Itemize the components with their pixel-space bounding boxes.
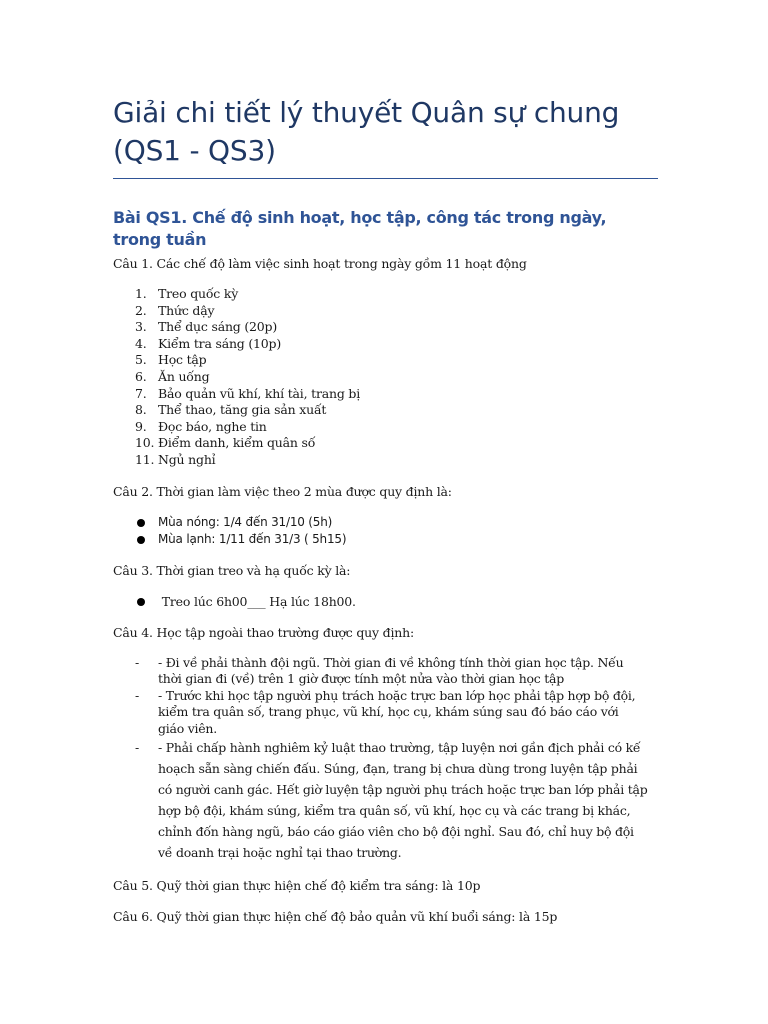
- list-item: Mùa nóng: 1/4 đến 31/10 (5h): [113, 514, 658, 531]
- question-4: Câu 4. Học tập ngoài thao trường được quy định:: [113, 624, 414, 640]
- list-item: 10. Điểm danh, kiểm quân số: [135, 435, 316, 451]
- document-page: [113, 94, 658, 925]
- question-1: Câu 1. Các chế độ làm việc sinh hoạt trong ngày gồm 11 hoạt động: [113, 256, 527, 271]
- question-3: Câu 3. Thời gian treo và hạ quốc kỳ là:: [113, 562, 351, 578]
- bullet-dot-icon: [137, 536, 145, 544]
- section-heading-qs1: Bài QS1. Chế độ sinh hoạt, học tập, công tác trong ngày, trong tuần: [113, 208, 607, 249]
- document-title: [113, 94, 658, 179]
- question-2-list: [113, 514, 658, 548]
- question-2: Câu 2. Thời gian làm việc theo 2 mùa được quy định là:: [113, 483, 452, 499]
- question-4-list: [113, 655, 658, 864]
- list-item: 7. Bảo quản vũ khí, khí tài, trang bị: [135, 385, 361, 401]
- title-line-2: (QS1 - QS3): [113, 134, 276, 167]
- list-item: - - Đi về phải thành đội ngũ. Thời gian đi về không tính thời gian học tập. Nếu thời gian đi (về) trên 1 giờ được tính một nửa vào thời gian học tập: [135, 654, 624, 687]
- list-item: 11. Ngủ nghỉ: [135, 451, 216, 467]
- list-item: Treo lúc 6h00___ Hạ lúc 18h00.: [113, 593, 658, 610]
- title-line-1: Giải chi tiết lý thuyết Quân sự chung: [113, 96, 620, 129]
- question-6: Câu 6. Quỹ thời gian thực hiện chế độ bảo quản vũ khí buổi sáng: là 15p: [113, 909, 558, 925]
- list-item: 4. Kiểm tra sáng (10p): [135, 335, 282, 351]
- list-item: 1. Treo quốc kỳ: [135, 286, 239, 301]
- list-item: - - Phải chấp hành nghiêm kỷ luật thao trường, tập luyện nơi gần địch phải có kế hoạch sẵn sàng chiến đấu. Súng, đạn, trang bị chưa dùng trong luyện tập phải có người canh gác. Hết giờ luyện tập người phụ trách hoặc trực ban lớp phải tập hợp bộ đội, khám súng, kiểm tra quân số, vũ khí, học cụ và các trang bị khác, chỉnh đốn hàng ngũ, báo cáo giáo viên cho bộ đội nghỉ. Sau đó, chỉ huy bộ đội về doanh trại hoặc nghỉ tại thao trường.: [135, 740, 648, 861]
- question-3-list: [113, 593, 658, 610]
- bullet-dot-icon: [137, 519, 145, 527]
- list-item: 2. Thức dậy: [135, 302, 215, 318]
- question-1-list: [113, 286, 658, 469]
- list-item: 5. Học tập: [135, 352, 207, 368]
- list-item: Mùa lạnh: 1/11 đến 31/3 ( 5h15): [113, 531, 658, 548]
- list-item: 8. Thể thao, tăng gia sản xuất: [135, 402, 327, 418]
- question-5: Câu 5. Quỹ thời gian thực hiện chế độ kiểm tra sáng: là 10p: [113, 878, 481, 894]
- list-item: 9. Đọc báo, nghe tin: [135, 418, 267, 434]
- list-item: 3. Thể dục sáng (20p): [135, 319, 278, 335]
- list-item: - - Trước khi học tập người phụ trách hoặc trực ban lớp học phải tập hợp bộ đội, kiểm tra quân số, trang phục, vũ khí, học cụ, khám súng sau đó báo cáo với giáo viên.: [135, 687, 636, 736]
- bullet-dot-icon: [137, 598, 145, 606]
- list-item: 6. Ăn uống: [135, 368, 210, 384]
